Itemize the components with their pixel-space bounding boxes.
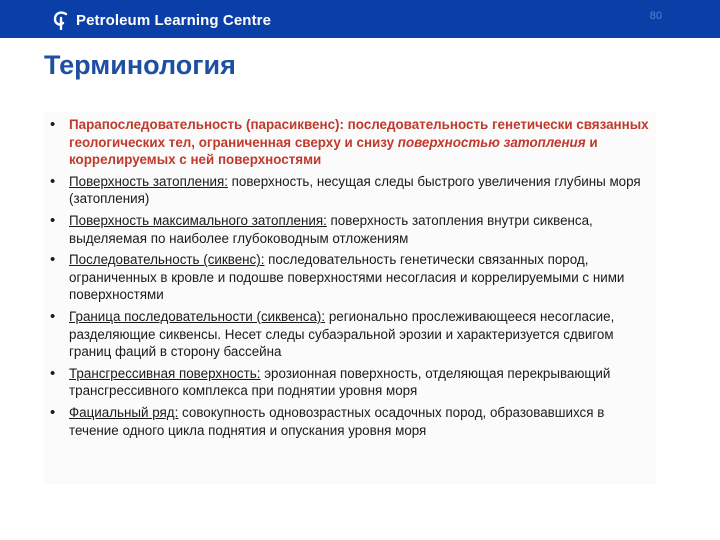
logo-text: Petroleum Learning Centre: [76, 11, 272, 29]
list-item-max-flooding-surface: [44, 212, 656, 247]
term-label: Последовательность (сиквенс):: [69, 252, 265, 268]
list-item-facies-tract: [44, 404, 656, 439]
term-label: Трансгрессивная поверхность:: [69, 365, 261, 381]
terms-list: [44, 112, 656, 439]
logo: [52, 9, 271, 31]
list-item-parasequence: [44, 116, 656, 169]
term-definition-italic: поверхностью затопления: [397, 134, 586, 150]
swirl-logo-icon: [52, 10, 70, 30]
term-definition: последовательность генетически связанных пород, ограниченных в кровле и подошве поверхностями несогласия и коррелируемыми с ними поверхностями: [69, 252, 625, 303]
term-definition-end: и коррелируемых с ней поверхностями: [69, 134, 598, 168]
terminology-content: [44, 112, 656, 484]
term-definition: поверхность, несущая следы быстрого увеличения глубины моря (затопления): [69, 173, 641, 207]
term-label: Граница последовательности (сиквенса):: [69, 308, 326, 324]
term-label: Поверхность максимального затопления:: [69, 212, 327, 228]
list-item-flooding-surface: [44, 173, 656, 208]
term-definition: регионально прослеживающееся несогласие, разделяющие сиквенсы. Несет следы субаэральной эрозии и характеризуется сдвигом границ фаций в сторону бассейна: [69, 308, 615, 360]
term-label: Парапоследовательность (парасиквенс):: [69, 117, 344, 132]
list-item-sequence-boundary: [44, 308, 656, 361]
term-definition: последовательность генетически связанных геологических тел, ограниченная сверху и снизу: [69, 117, 649, 150]
list-item-sequence: [44, 251, 656, 304]
term-definition: поверхность затопления внутри сиквенса, выделяемая по наиболее глубоководным отложениям: [69, 212, 593, 246]
term-label: Поверхность затопления:: [69, 173, 228, 189]
term-definition: эрозионная поверхность, отделяющая перекрывающий трансгрессивного комплекса при поднятии уровня моря: [69, 365, 611, 399]
term-label: Фациальный ряд:: [69, 404, 179, 420]
list-item-transgressive-surface: [44, 365, 656, 400]
slide-title: Терминология: [44, 50, 236, 80]
header-bar: [0, 0, 720, 38]
page-number: 80: [649, 10, 662, 22]
term-definition: совокупность одновозрастных осадочных пород, образовавшихся в течение одного цикла поднятия и опускания уровня моря: [69, 404, 605, 438]
